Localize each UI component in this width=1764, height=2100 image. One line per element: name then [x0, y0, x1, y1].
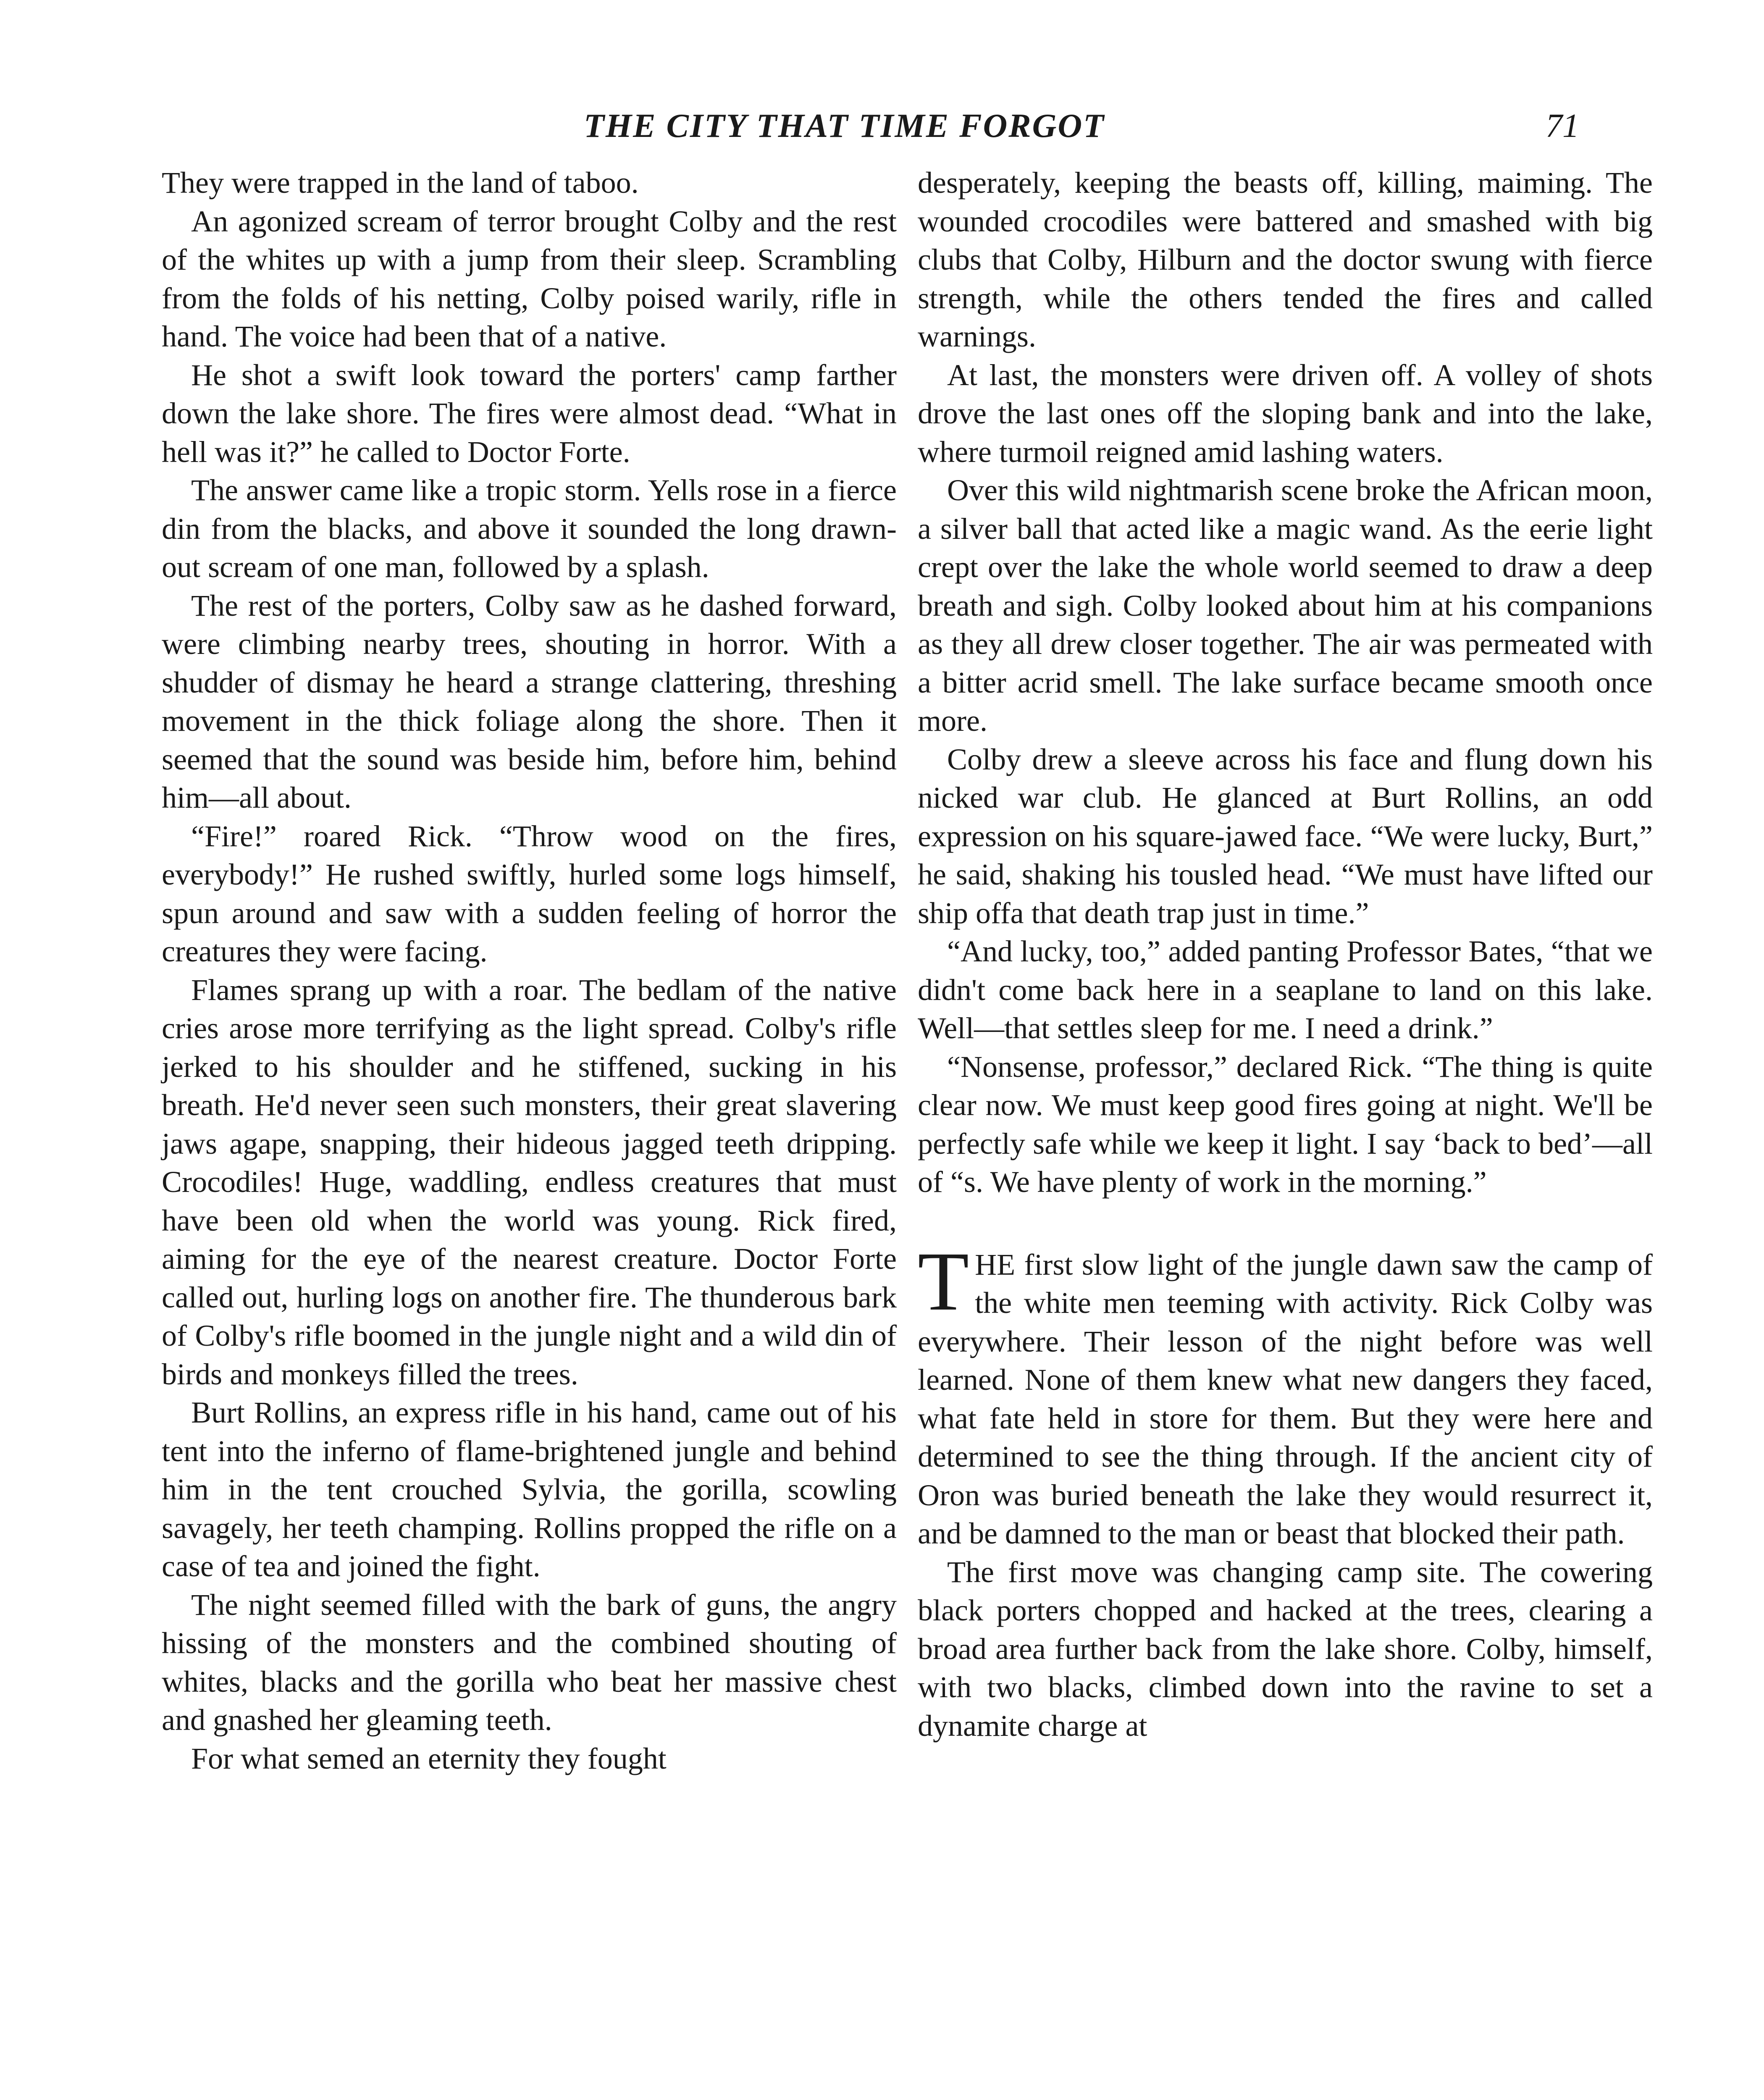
left-column	[162, 164, 897, 1778]
paragraph: He shot a swift look toward the porters' camp farther down the lake shore. The fires were almost dead. “What in hell was it?” he called to Doctor Forte.	[162, 358, 897, 469]
paragraph: “Fire!” roared Rick. “Throw wood on the fires, everybody!” He rushed swiftly, hurled some logs himself, spun around and saw with a sudden feeling of horror the creatures they were facing.	[162, 819, 897, 968]
paragraph: An agonized scream of terror brought Colby and the rest of the whites up with a jump from their sleep. Scrambling from the folds of his netting, Colby poised warily, rifle in hand. The voice had been that of a native.	[162, 204, 897, 353]
paragraph: Burt Rollins, an express rifle in his hand, came out of his tent into the inferno of flame-brightened jungle and behind him in the tent crouched Sylvia, the gorilla, scowling savagely, her teeth champing. Rollins propped the rifle on a case of tea and joined the fight.	[162, 1396, 897, 1583]
section-opening-paragraph: THE first slow light of the jungle dawn saw the camp of the white men teeming with activity. Rick Colby was everywhere. Their lesson of the night before was well learned. None of them knew what new dangers they faced, what fate held in store for them. But they were here and determined to see the thing through. If the ancient city of Oron was buried beneath the lake they would resurrect it, and be damned to the man or beast that blocked their path.	[918, 1235, 1653, 1550]
paragraph: “Nonsense, professor,” declared Rick. “The thing is quite clear now. We must keep good fires going at night. We'll be perfectly safe while we keep it light. I say ‘back to bed’—all of “s. We have plenty of work in the morning.”	[918, 1050, 1653, 1199]
paragraph: The night seemed filled with the bark of guns, the angry hissing of the monsters and the combined shouting of whites, blacks and the gorilla who beat her massive chest and gnashed her gleaming teeth.	[162, 1588, 897, 1737]
paragraph: The answer came like a tropic storm. Yells rose in a fierce din from the blacks, and above it sounded the long drawn-out scream of one man, followed by a splash.	[162, 473, 897, 584]
paragraph: They were trapped in the land of taboo.	[162, 166, 639, 200]
paragraph: At last, the monsters were driven off. A volley of shots drove the last ones off the sloping bank and into the lake, where turmoil reigned amid lashing waters.	[918, 358, 1653, 469]
paragraph: For what semed an eternity they fought	[191, 1741, 667, 1775]
paragraph: Flames sprang up with a roar. The bedlam of the native cries arose more terrifying as the light spread. Colby's rifle jerked to his shoulder and he stiffened, sucking in his breath. He'd never seen such monsters, their great slavering jaws agape, snapping, their hideous jagged teeth dripping. Crocodiles! Huge, waddling, endless creatures that must have been old when the world was young. Rick fired, aiming for the eye of the nearest creature. Doctor Forte called out, hurling logs on another fire. The thunderous bark of Colby's rifle boomed in the jungle night and a wild din of birds and monkeys filled the trees.	[162, 973, 897, 1391]
paragraph: desperately, keeping the beasts off, killing, maiming. The wounded crocodiles were battered and smashed with big clubs that Colby, Hilburn and the doctor swung with fierce strength, while the others tended the fires and called warnings.	[918, 166, 1653, 353]
paragraph: Colby drew a sleeve across his face and flung down his nicked war club. He glanced at Burt Rollins, an odd expression on his square-jawed face. “We were lucky, Burt,” he said, shaking his tousled head. “We must have lifted our ship offa that death trap just in time.”	[918, 742, 1653, 930]
paragraph: “And lucky, too,” added panting Professor Bates, “that we didn't come back here in a seaplane to land on this lake. Well—that settles sleep for me. I need a drink.”	[918, 934, 1653, 1045]
page-header	[0, 107, 1764, 153]
page-number: 71	[1546, 108, 1579, 144]
paragraph: The rest of the porters, Colby saw as he dashed forward, were climbing nearby trees, shouting in horror. With a shudder of dismay he heard a strange clattering, threshing movement in the thick foliage along the shore. Then it seemed that the sound was beside him, before him, behind him—all about.	[162, 588, 897, 814]
paragraph: Over this wild nightmarish scene broke the African moon, a silver ball that acted like a magic wand. As the eerie light crept over the lake the whole world seemed to draw a deep breath and sigh. Colby looked about him at his companions as they all drew closer together. The air was permeated with a bitter acrid smell. The lake surface became smooth once more.	[918, 473, 1653, 738]
paragraph: The first move was changing camp site. The cowering black porters chopped and hacked at the trees, clearing a broad area further back from the lake shore. Colby, himself, with two blacks, climbed down into the ravine to set a dynamite charge at	[918, 1555, 1653, 1743]
right-column	[918, 164, 1653, 1745]
running-title: THE CITY THAT TIME FORGOT	[584, 108, 1105, 144]
